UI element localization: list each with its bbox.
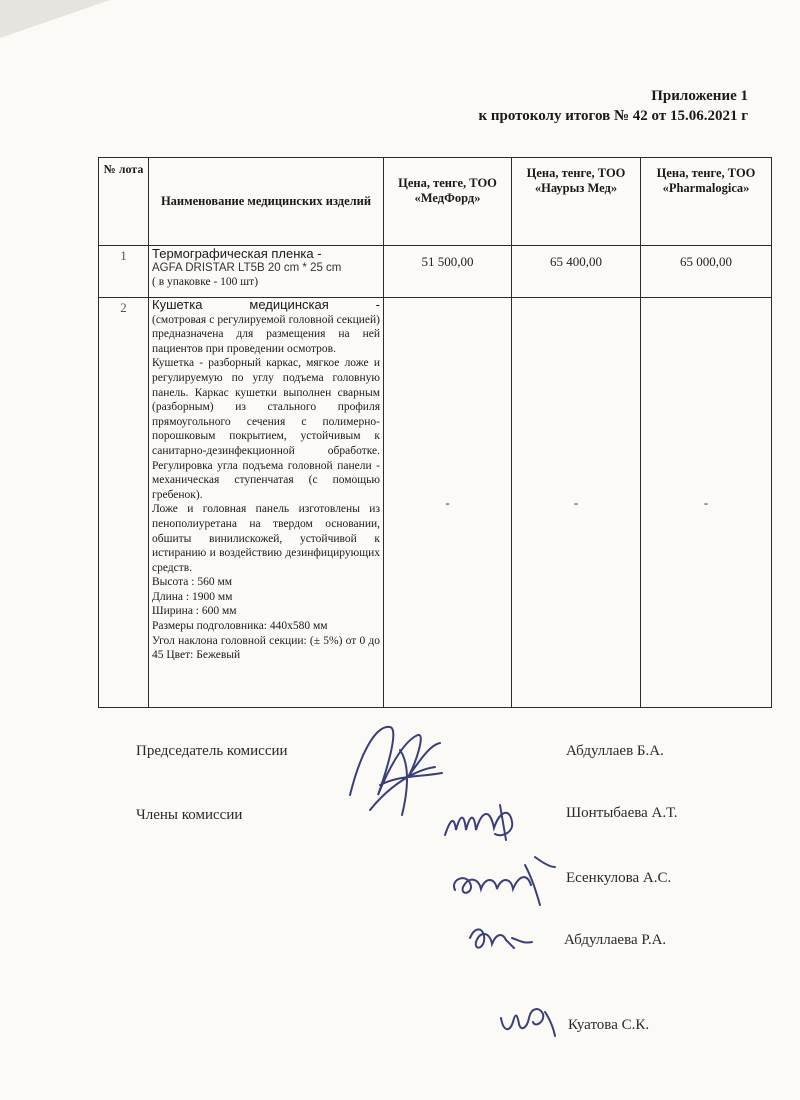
member-name: Шонтыбаева А.Т. [566, 805, 678, 821]
price-medford: - [384, 298, 512, 708]
desc-paragraph: Ложе и головная панель изготовлены из пенополиуретана на твердом основании, обшиты винилискожей, устойчивой к истиранию и воздействию дезинфицирующих средств. [152, 503, 380, 574]
table-row [99, 298, 772, 708]
spec-angle-color: Угол наклона головной секции: (± 5%) от 0 до 45 Цвет: Бежевый [152, 634, 380, 662]
col-lot-number: № лота [99, 158, 149, 246]
protocol-reference: к протоколу итогов № 42 от 15.06.2021 г [478, 108, 748, 124]
col-item-name: Наименование медицинских изделий [149, 158, 384, 246]
lots-table [98, 157, 772, 708]
scan-corner-shadow [0, 0, 110, 38]
spec-headrest: Размеры подголовника: 440х580 мм [152, 620, 328, 633]
price-nauryz: - [512, 298, 641, 708]
desc-paragraph: (смотровая с регулируемой головной секцией) предназначена для размещения на ней пациентов при проведении осмотров. [152, 313, 380, 355]
col-price-medford: Цена, тенге, ТОО «МедФорд» [384, 158, 512, 246]
spec-height: Высота : 560 мм [152, 576, 232, 589]
item-title: Кушетка медицинская - [152, 297, 380, 312]
lot-number: 1 [99, 246, 149, 298]
item-description [149, 298, 384, 708]
desc-paragraph: Кушетка - разборный каркас, мягкое ложе и регулируемую по углу подъема головную панель. Каркас кушетки выполнен сварным (разборным) из стального профиля прямоугольного сечения с полимерно-порошковым покрытием, устойчивым к санитарно-дезинфекционной обработке. Регулировка угла подъема головной панели - механическая ступенчатая (с помощью гребенок). [152, 357, 380, 501]
item-title: Термографическая пленка - [152, 246, 322, 261]
price-medford: 51 500,00 [384, 246, 512, 298]
spec-width: Ширина : 600 мм [152, 605, 237, 618]
member-signature [495, 998, 565, 1043]
member-signature [462, 918, 542, 963]
member-name: Абдуллаева Р.А. [564, 932, 667, 948]
chair-name: Абдуллаев Б.А. [566, 743, 664, 759]
item-model: AGFA DRISTAR LT5B 20 cm * 25 cm [152, 262, 342, 274]
spec-length: Длина : 1900 мм [152, 590, 233, 603]
table-header-row [99, 158, 772, 246]
member-signature [440, 800, 530, 845]
member-name: Куатова С.К. [568, 1017, 650, 1033]
item-pack: ( в упаковке - 100 шт) [152, 276, 259, 288]
item-description [149, 246, 384, 298]
price-nauryz: 65 400,00 [512, 246, 641, 298]
lot-number: 2 [99, 298, 149, 708]
col-price-nauryz: Цена, тенге, ТОО «Наурыз Мед» [512, 158, 641, 246]
member-signature [445, 855, 560, 910]
col-price-pharmalogica: Цена, тенге, ТОО «Pharmalogica» [641, 158, 772, 246]
appendix-title: Приложение 1 [651, 88, 748, 104]
price-pharmalogica: 65 000,00 [641, 246, 772, 298]
chair-label: Председатель комиссии [136, 743, 288, 759]
members-label: Члены комиссии [136, 807, 243, 823]
member-name: Есенкулова А.С. [566, 870, 672, 886]
price-pharmalogica: - [641, 298, 772, 708]
table-row [99, 246, 772, 298]
